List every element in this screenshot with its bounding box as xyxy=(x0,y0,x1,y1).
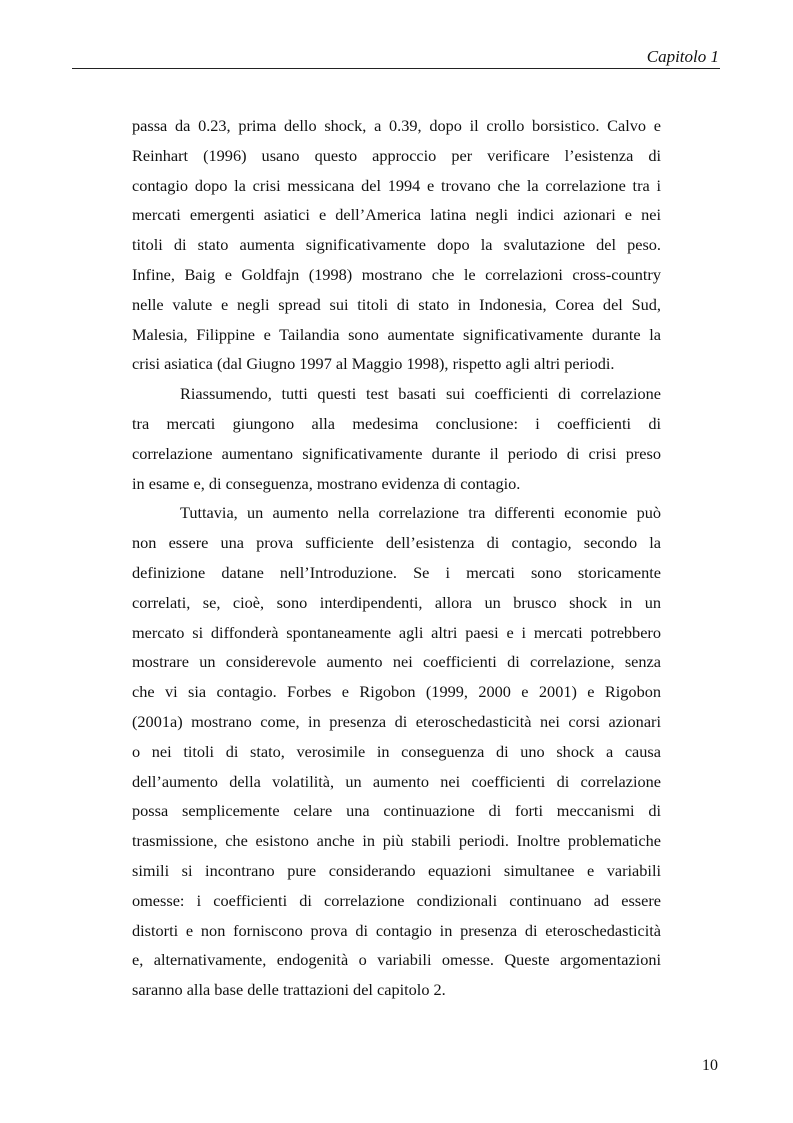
text-line: tra mercati giungono alla medesima conclusione: i coefficienti di xyxy=(132,413,661,433)
text-line: trasmissione, che esistono anche in più stabili periodi. Inoltre problematiche xyxy=(132,831,661,851)
text-line: mostrare un considerevole aumento nei coefficienti di correlazione, senza xyxy=(132,652,661,672)
chapter-header: Capitolo 1 xyxy=(646,47,719,66)
text-line: in esame e, di conseguenza, mostrano evidenza di contagio. xyxy=(132,473,521,493)
page-number: 10 xyxy=(702,1057,718,1074)
text-line: Malesia, Filippine e Tailandia sono aumentate significativamente durante la xyxy=(132,324,661,344)
text-line: correlati, se, cioè, sono interdipendenti, allora un brusco shock in un xyxy=(132,592,661,612)
text-line: che vi sia contagio. Forbes e Rigobon (1999, 2000 e 2001) e Rigobon xyxy=(132,682,661,702)
text-line: dell’aumento della volatilità, un aumento nei coefficienti di correlazione xyxy=(132,771,661,791)
text-line: nelle valute e negli spread sui titoli di stato in Indonesia, Corea del Sud, xyxy=(132,294,661,314)
text-line: o nei titoli di stato, verosimile in conseguenza di uno shock a causa xyxy=(132,741,661,761)
text-line: contagio dopo la crisi messicana del 1994 e trovano che la correlazione tra i xyxy=(132,175,661,195)
header-divider xyxy=(72,68,720,69)
text-line: correlazione aumentano significativamente durante il periodo di crisi preso xyxy=(132,443,661,463)
text-line: (2001a) mostrano come, in presenza di eteroschedasticità nei corsi azionari xyxy=(132,711,661,731)
text-line: mercati emergenti asiatici e dell’America latina negli indici azionari e nei xyxy=(132,205,661,225)
text-line: Infine, Baig e Goldfajn (1998) mostrano che le correlazioni cross-country xyxy=(132,264,661,284)
text-line: possa semplicemente celare una continuazione di forti meccanismi di xyxy=(132,801,661,821)
text-line: Tuttavia, un aumento nella correlazione tra differenti economie può xyxy=(180,503,661,523)
text-line: distorti e non forniscono prova di contagio in presenza di eteroschedasticità xyxy=(132,920,661,940)
text-line: passa da 0.23, prima dello shock, a 0.39, dopo il crollo borsistico. Calvo e xyxy=(132,116,661,135)
text-line: crisi asiatica (dal Giugno 1997 al Maggio 1998), rispetto agli altri periodi. xyxy=(132,354,615,374)
text-line: titoli di stato aumenta significativamente dopo la svalutazione del peso. xyxy=(132,235,661,255)
text-line: simili si incontrano pure considerando equazioni simultanee e variabili xyxy=(132,860,661,880)
text-line: non essere una prova sufficiente dell’esistenza di contagio, secondo la xyxy=(132,533,661,553)
text-line: e, alternativamente, endogenità o variabili omesse. Queste argomentazioni xyxy=(132,950,661,970)
text-line: Reinhart (1996) usano questo approccio per verificare l’esistenza di xyxy=(132,145,661,165)
text-line: omesse: i coefficienti di correlazione condizionali continuano ad essere xyxy=(132,890,661,910)
text-line: saranno alla base delle trattazioni del capitolo 2. xyxy=(132,980,446,1000)
text-line: Riassumendo, tutti questi test basati sui coefficienti di correlazione xyxy=(180,384,661,404)
text-line: definizione datane nell’Introduzione. Se i mercati sono storicamente xyxy=(132,562,661,582)
text-line: mercato si diffonderà spontaneamente agli altri paesi e i mercati potrebbero xyxy=(132,622,661,642)
body-text xyxy=(132,111,661,1005)
